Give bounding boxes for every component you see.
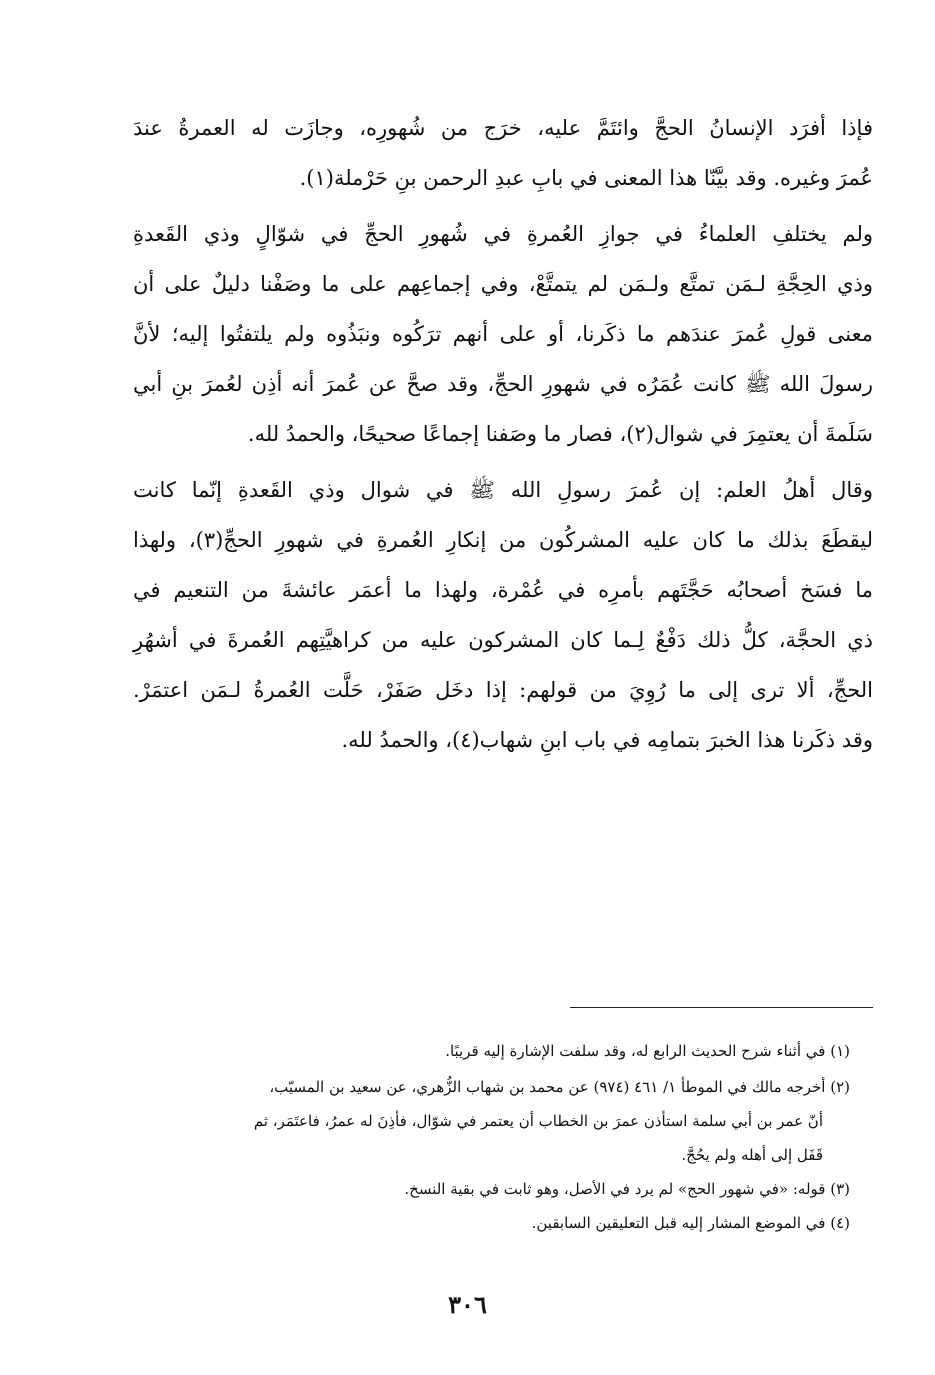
page-number: ٣٠٦: [448, 1290, 487, 1319]
text-line: وذي الحِجَّةِ لـمَن تمتَّع ولـمَن لم يتمتَّعْ، وفي إجماعِهم على ما وصَفْنا دليلٌ على أن: [133, 272, 873, 296]
footnote: (٢) أخرجه مالك في الموطأ ١/ ٤٦١ (٩٧٤) عن محمد بن شهاب الزُّهري، عن سعيد بن المسيّب،: [269, 1078, 850, 1096]
text-line: معنى قولِ عُمرَ عندَهم ما ذكَرنا، أو على أنهم ترَكُوه ونبَذُوه ولم يلتفتُوا إليه؛ لأنَّ: [133, 322, 873, 346]
text-line: فإذا أفرَد الإنسانُ الحجَّ وائتَمَّ عليه، خرَج من شُهورِه، وجازَت له العمرةُ عندَ: [133, 116, 873, 140]
footnote: (١) في أثناء شرح الحديث الرابع له، وقد سلفت الإشارة إليه قريبًا.: [445, 1042, 850, 1060]
text-line: ليقطَعَ بذلك ما كان عليه المشركُون من إنكارِ العُمرةِ في شهورِ الحجِّ(٣)، ولهذا: [133, 528, 873, 552]
footnote: قَفَل إلى أهله ولم يحُجَّ.: [681, 1146, 823, 1164]
text-line: وقد ذكَرنا هذا الخبرَ بتمامِه في باب ابنِ شهاب(٤)، والحمدُ لله.: [341, 728, 873, 752]
text-line: ولم يختلفِ العلماءُ في جوازِ العُمرةِ في شُهورِ الحجِّ في شوّالٍ وذي القَعدةِ: [133, 222, 873, 246]
text-line: ما فسَخ أصحابُه حَجَّتَهم بأمرِه في عُمْرة، ولهذا ما أعمَر عائشةَ من التنعيم في: [133, 578, 873, 602]
text-line: سَلَمةَ أن يعتمِرَ في شوال(٢)، فصار ما وصَفنا إجماعًا صحيحًا، والحمدُ لله.: [247, 422, 873, 446]
footnote-separator: [570, 1007, 873, 1008]
footnote: أنّ عمر بن أبي سلمة استأذن عمرَ بن الخطاب أن يعتمر في شوّال، فأذِنَ له عمرُ، فاعتَمَر، ثم: [253, 1112, 823, 1130]
text-line: وقال أهلُ العلم: إن عُمرَ رسولِ الله ﷺ في شوال وذي القَعدةِ إنّما كانت: [133, 478, 873, 502]
text-line: عُمرَ وغيره. وقد بيَّنّا هذا المعنى في بابِ عبدِ الرحمن بنِ حَرْملة(١).: [299, 166, 873, 190]
footnote: (٤) في الموضع المشار إليه قبل التعليقين السابقين.: [531, 1214, 850, 1232]
footnote: (٣) قوله: «في شهور الحج» لم يرد في الأصل، وهو ثابت في بقية النسخ.: [404, 1180, 850, 1198]
text-line: ذي الحجَّة، كلُّ ذلك دَفْعٌ لِـما كان المشركون عليه من كراهيَّتِهم العُمرةَ في أشهُرِ: [133, 628, 873, 652]
text-line: الحجِّ، ألا ترى إلى ما رُوِيَ من قولهم: إذا دخَل صَفَرْ، حَلَّت العُمرةُ لـمَن اعتمَرْ.: [133, 678, 873, 702]
text-line: رسولَ الله ﷺ كانت عُمَرُه في شهورِ الحجِّ، وقد صحَّ عن عُمرَ أنه أذِن لعُمرَ بنِ أبي: [133, 372, 873, 396]
